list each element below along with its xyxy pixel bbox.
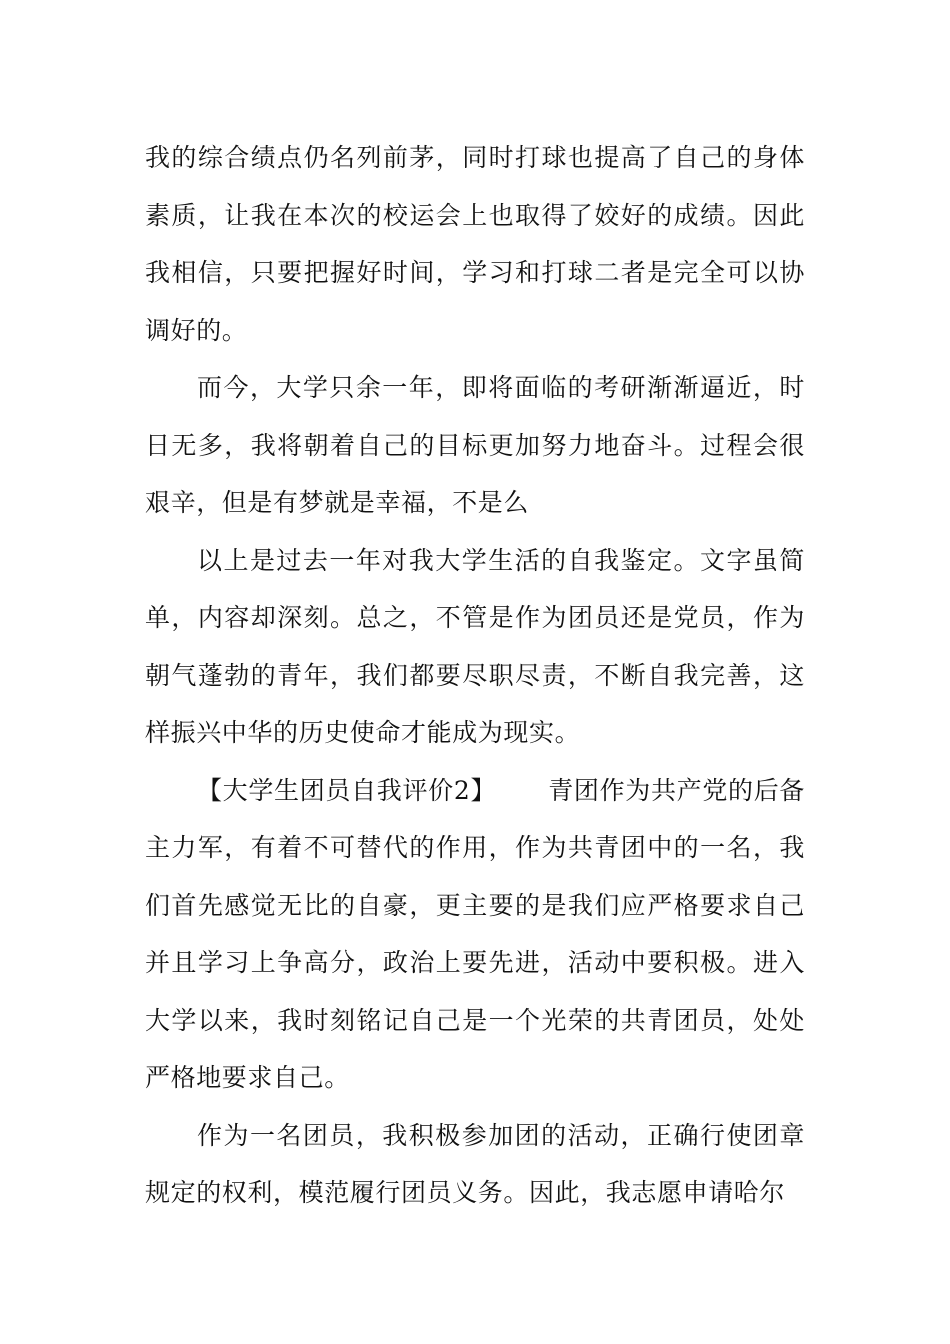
paragraph-3: [145, 532, 805, 762]
paragraph-5: [145, 1107, 805, 1222]
paragraph-5-text: 作为一名团员，我积极参加团的活动，正确行使团章规定的权利，模范履行团员义务。因此，我志愿申请哈尔: [145, 1120, 805, 1207]
paragraph-4: [145, 762, 805, 1107]
paragraph-1-text: 我的综合绩点仍名列前茅，同时打球也提高了自己的身体素质，让我在本次的校运会上也取得了姣好的成绩。因此我相信，只要把握好时间，学习和打球二者是完全可以协调好的。: [145, 143, 805, 345]
section-heading: 【大学生团员自我评价2】: [197, 775, 497, 805]
paragraph-2: [145, 359, 805, 532]
paragraph-1: [145, 129, 805, 359]
document-body: [145, 129, 805, 1222]
paragraph-2-text: 而今，大学只余一年，即将面临的考研渐渐逼近，时日无多，我将朝着自己的目标更加努力地奋斗。过程会很艰辛，但是有梦就是幸福，不是么: [145, 373, 805, 517]
paragraph-4-text: 青团作为共产党的后备主力军，有着不可替代的作用，作为共青团中的一名，我们首先感觉无比的自豪，更主要的是我们应严格要求自己并且学习上争高分，政治上要先进，活动中要积极。进入大学以来，我时刻铭记自己是一个光荣的共青团员，处处严格地要求自己。: [145, 775, 805, 1092]
paragraph-3-text: 以上是过去一年对我大学生活的自我鉴定。文字虽简单，内容却深刻。总之，不管是作为团员还是党员，作为朝气蓬勃的青年，我们都要尽职尽责，不断自我完善，这样振兴中华的历史使命才能成为现实。: [145, 545, 805, 747]
